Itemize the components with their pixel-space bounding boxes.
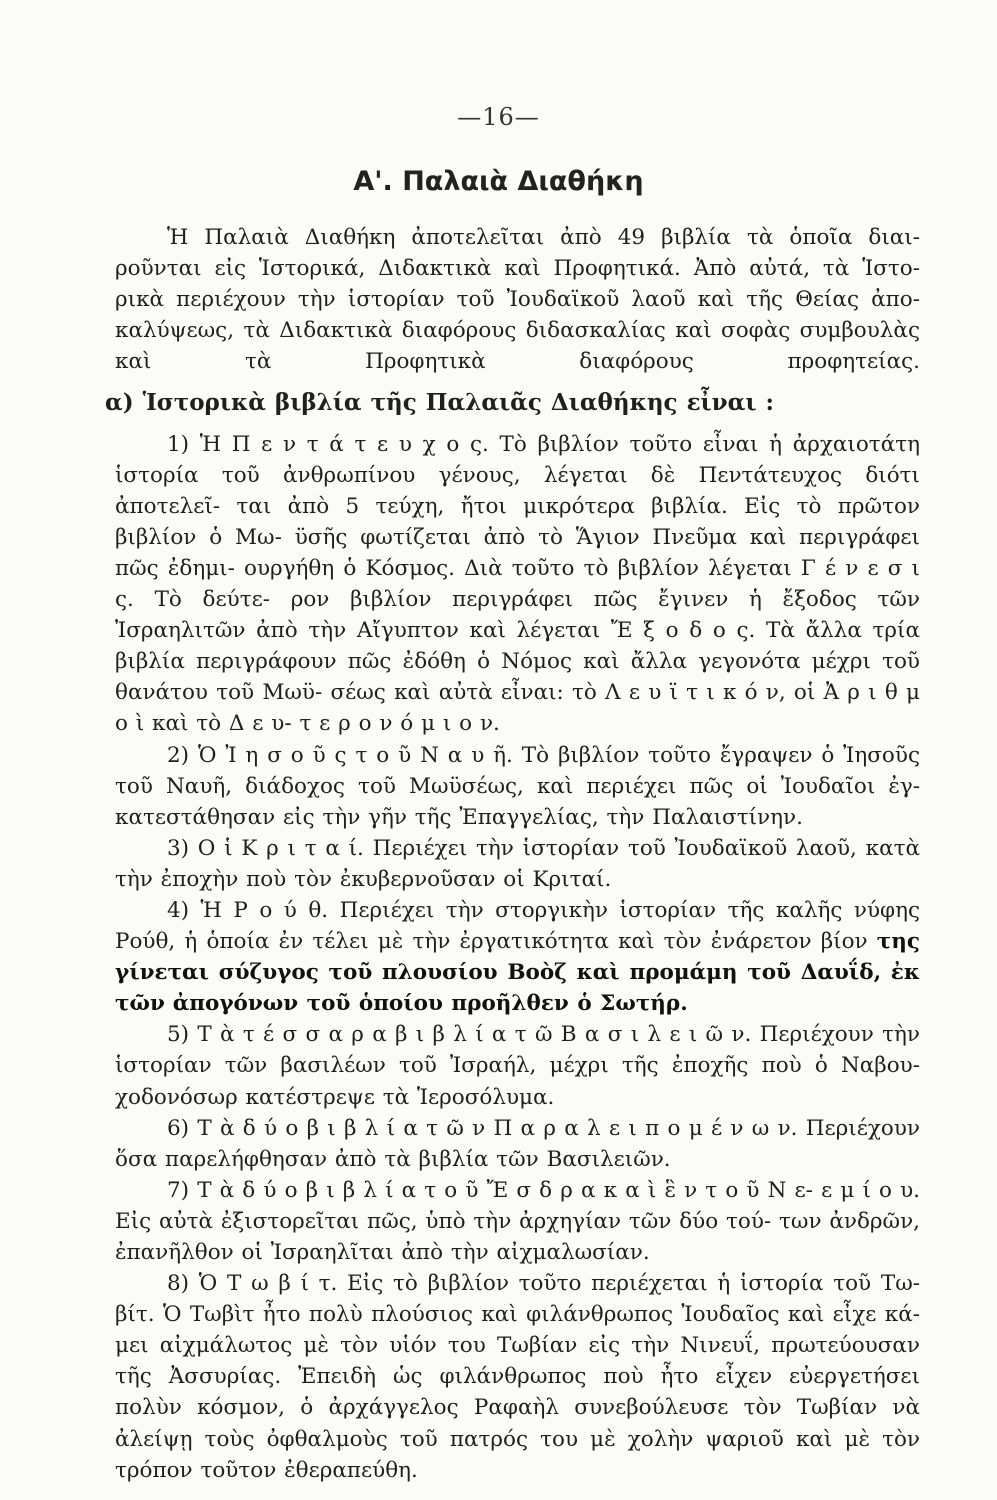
text-line: ἀλείψῃ τοὺς ὀφθαλμοὺς τοῦ πατρός του μὲ χολὴν ψαριοῦ καὶ μὲ τὸν <box>115 1426 920 1452</box>
text-line: 2) Ὁ Ἰ η σ ο ῦ ς τ ο ῦ Ν α υ ῆ. Τὸ βιβλίον τοῦτο ἔγραψεν ὁ Ἰησοῦς <box>167 742 920 768</box>
text-line: 8) Ὁ Τ ω β ί τ. Εἰς τὸ βιβλίον τοῦτο περιέχεται ἡ ἱστορία τοῦ Τω- <box>167 1271 920 1297</box>
text-line: ἀπογόνων τοῦ ὁποίου προῆλθεν ὁ Σωτήρ. <box>172 991 688 1017</box>
list-item-ruth <box>115 895 920 1019</box>
text-line: κατεστάθησαν εἰς τὴν γῆν τῆς Ἐπαγγελίας, τὴν Παλαιστίνην. <box>115 804 803 830</box>
text-line: βίτ. Ὁ Τωβὶτ ἦτο πολὺ πλούσιος καὶ φιλάνθρωπος Ἰουδαῖος καὶ εἶχε κά- <box>115 1302 920 1328</box>
text-line: ϋσῆς φωτίζεται ἀπὸ τὸ Ἅγιον Πνεῦμα καὶ περιγράφει πῶς ἐδημι- <box>115 524 920 581</box>
list-item-ezra-nehemiah <box>115 1175 920 1268</box>
text-line: καὶ τὰ Προφητικὰ διαφόρους προφητείας. <box>115 349 920 375</box>
text-line: τοῦ Ναυῆ, διάδοχος τοῦ Μωϋσέως, καὶ περιέχει πῶς οἱ Ἰουδαῖοι ἐγ- <box>115 773 920 799</box>
list-item-pentateuch <box>115 429 920 740</box>
text-line: 7) Τ ὰ δ ύ ο β ι β λ ί α τ ο ῦ Ἔ σ δ ρ α κ α ὶ ἓ ν τ ο ῦ Ν ε- <box>167 1177 813 1203</box>
text-line: της γίνεται σύζυγος τοῦ πλουσίου Βοὸζ καὶ προμάμη τοῦ Δαυΐδ, ἐκ τῶν <box>115 929 920 1017</box>
list-item-judges <box>115 833 920 895</box>
text-line: 6) Τ ὰ δ ύ ο β ι β λ ί α τ ῶ ν Π α ρ α λ ε ι π ο μ έ ν ω ν. Περιέχουν <box>167 1115 920 1141</box>
text-line: ρικὰ περιέχουν τὴν ἱστορίαν τοῦ Ἰουδαϊκοῦ λαοῦ καὶ τῆς Θείας ἀπο- <box>115 287 920 313</box>
text-line: Ἡ Παλαιὰ Διαθήκη ἀποτελεῖται ἀπὸ 49 βιβλία τὰ ὁποῖα διαι- <box>167 225 920 250</box>
list-item-chronicles <box>115 1113 920 1175</box>
list-item-kingdoms <box>115 1019 920 1112</box>
text-line: τὴν ἐποχὴν ποὺ τὸν ἐκυβερνοῦσαν οἱ Κριταί. <box>115 866 612 892</box>
text-line: ουργήθη ὁ Κόσμος. Διὰ τοῦτο τὸ βιβλίον λέγεται Γ έ ν ε σ ι ς. Τὸ δεύτε- <box>115 555 920 613</box>
text-line: πολὺν κόσμον, ὁ ἀρχάγγελος Ραφαὴλ συνεβούλευσε τὸν Τωβίαν νὰ <box>115 1395 920 1421</box>
text-line: μει αἰχμάλωτος μὲ τὸν υἱόν του Τωβίαν εἰς τὴν Νινευΐ, πρωτεύουσαν <box>115 1333 920 1359</box>
intro-paragraph <box>115 222 920 377</box>
text-line: χοδονόσωρ κατέστρεψε τὰ Ἱεροσόλυμα. <box>115 1084 555 1110</box>
text-line: 3) Ο ἱ Κ ρ ι τ α ί. Περιέχει τὴν ἱστορίαν τοῦ Ἰουδαϊκοῦ λαοῦ, κατὰ <box>167 835 920 861</box>
text-line: 1) Ἡ Π ε ν τ ά τ ε υ χ ο ς. Τὸ βιβλίον τοῦτο εἶναι ἡ ἀρχαιοτάτη <box>167 431 920 457</box>
text-line: ροῦνται εἰς Ἱστορικά, Διδακτικὰ καὶ Προφητικά. Ἀπὸ αὐτά, τὰ Ἱστο- <box>115 256 920 282</box>
text-line: ται ἀπὸ 5 τεύχη, ἤτοι μικρότερα βιβλία. Εἰς τὸ πρῶτον βιβλίον ὁ Μω- <box>115 493 920 550</box>
text-line: ὅσα παρελήφθησαν ἀπὸ τὰ βιβλία τῶν Βασιλειῶν. <box>115 1146 671 1172</box>
text-line: τρόπον τοῦτον ἐθεραπεύθη. <box>115 1457 418 1483</box>
text-line: τ ε ρ ο ν ό μ ι ο ν. <box>299 711 500 737</box>
body-text <box>105 222 921 1486</box>
text-line: Ρούθ, ἡ ὁποία ἐν τέλει μὲ τὴν ἐργατικότητα καὶ τὸν ἐνάρετον βίον <box>115 929 868 955</box>
text-line: 4) Ἡ Ρ ο ύ θ. Περιέχει τὴν στοργικὴν ἱστορίαν τῆς καλῆς νύφης <box>167 897 920 923</box>
text-line: σέως καὶ αὐτὰ εἶναι: τὸ Λ ε υ ϊ τ ι κ ό ν, οἱ Ἀ ρ ι θ μ ο ὶ καὶ τὸ Δ ε υ- <box>115 680 920 737</box>
page-number: —16— <box>457 103 540 131</box>
text-line: των ἀνδρῶν, ἐπανῆλθον οἱ Ἰσραηλῖται ἀπὸ τὴν αἰχμαλωσίαν. <box>115 1208 920 1265</box>
text-line: ρον βιβλίον περιγράφει πῶς ἔγινεν ἡ ἔξοδος τῶν Ἰσραηλιτῶν ἀπὸ τὴν <box>115 587 920 644</box>
text-line: Αἴγυπτον καὶ λέγεται Ἔ ξ ο δ ο ς. Τὰ ἄλλα τρία βιβλία περιγράφουν <box>115 618 921 675</box>
text-line: ε μ ί ο υ. Εἰς αὐτὰ ἐξιστορεῖται πῶς, ὑπὸ τὴν ἀρχηγίαν τῶν δύο τού- <box>115 1177 920 1234</box>
text-line: τῆς Ἀσσυρίας. Ἐπειδὴ ὡς φιλάνθρωπος ποὺ ἦτο εἶχεν εὐεργετήσει <box>115 1364 920 1390</box>
list-item-joshua <box>115 740 920 833</box>
text-line: 5) Τ ὰ τ έ σ σ α ρ α β ι β λ ί α τ ῶ Β α σ ι λ ε ι ῶ ν. Περιέχουν <box>167 1022 874 1048</box>
text-line: ἱστορία τοῦ ἀνθρωπίνου γένους, λέγεται δὲ Πεντάτευχος διότι ἀποτελεῖ- <box>115 462 920 519</box>
list-item-tobit <box>115 1268 920 1486</box>
text-line: τὴν ἱστορίαν τῶν βασιλέων τοῦ Ἰσραήλ, μέχρι τῆς ἐποχῆς ποὺ ὁ Ναβου- <box>115 1022 920 1079</box>
text-line: πῶς ἐδόθη ὁ Νόμος καὶ ἄλλα γεγονότα μέχρι τοῦ θανάτου τοῦ Μωϋ- <box>115 649 920 706</box>
section-title: Α'. Παλαιὰ Διαθήκη <box>353 166 644 197</box>
subheading-historical-books: α) Ἱστορικὰ βιβλία τῆς Παλαιᾶς Διαθήκης εἶναι : <box>105 389 774 417</box>
text-line: καλύψεως, τὰ Διδακτικὰ διαφόρους διδασκαλίας καὶ σοφὰς συμβουλὰς <box>115 318 920 344</box>
